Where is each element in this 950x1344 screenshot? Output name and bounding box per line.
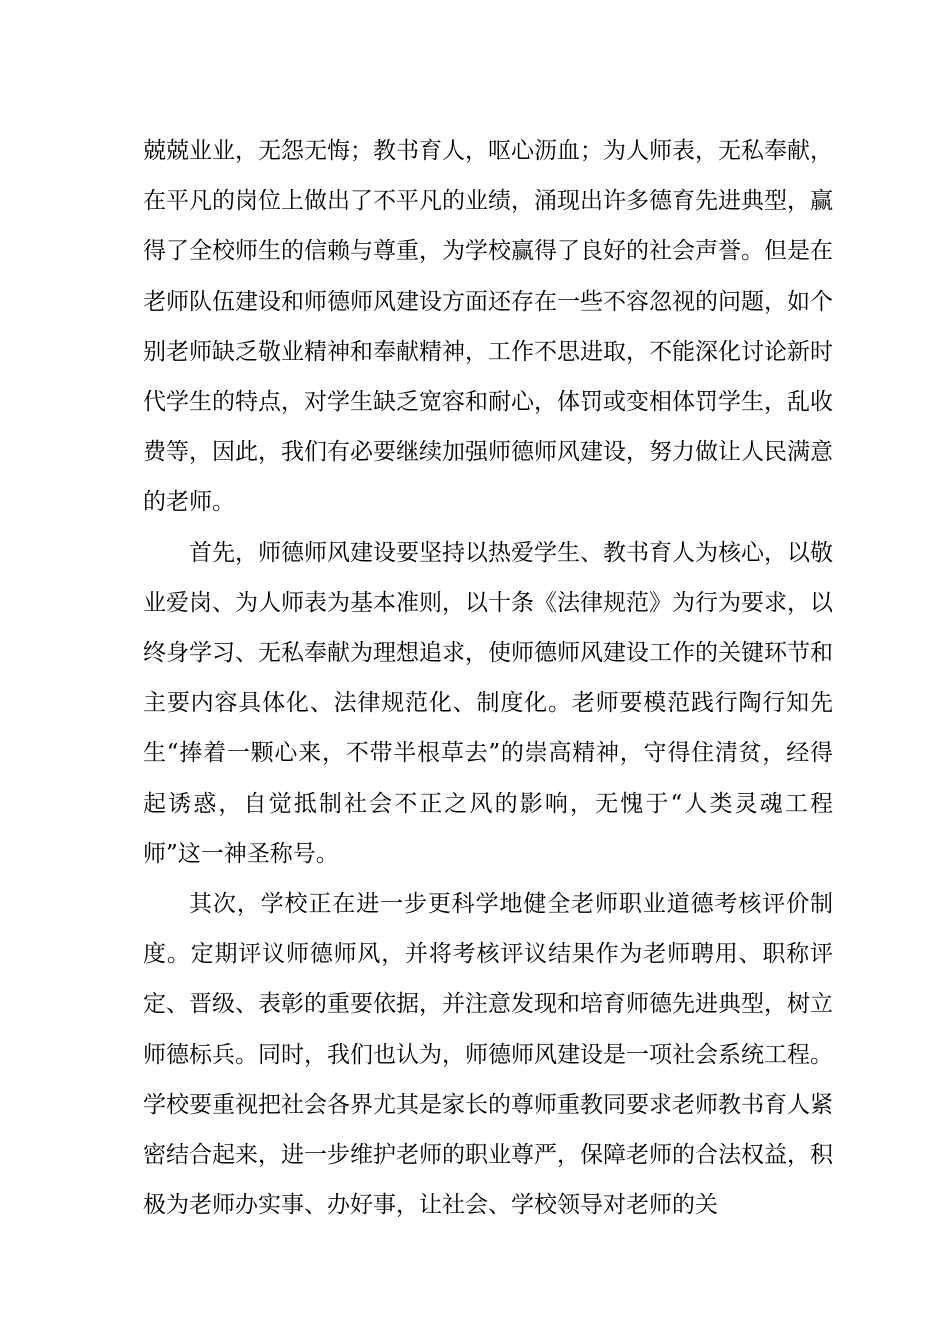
document-body [143,126,833,1230]
paragraph-second-point: 其次，学校正在进一步更科学地健全老师职业道德考核评价制度。定期评议师德师风，并将考核评议结果作为老师聘用、职称评定、晋级、表彰的重要依据，并注意发现和培育师德先进典型，树立师德标兵。同时，我们也认为，师德师风建设是一项社会系统工程。学校要重视把社会各界尤其是家长的尊师重教同要求老师教书育人紧密结合起来，进一步维护老师的职业尊严，保障老师的合法权益，积极为老师办实事、办好事，让社会、学校领导对老师的关 [143,891,833,1219]
paragraph-continued: 兢兢业业，无怨无悔；教书育人，呕心沥血；为人师表，无私奉献，在平凡的岗位上做出了不平凡的业绩，涌现出许多德育先进典型，赢得了全校师生的信赖与尊重，为学校赢得了良好的社会声誉。但是在老师队伍建设和师德师风建设方面还存在一些不容忽视的问题，如个别老师缺乏敬业精神和奉献精神，工作不思进取，不能深化讨论新时代学生的特点，对学生缺乏宽容和耐心，体罚或变相体罚学生，乱收费等，因此，我们有必要继续加强师德师风建设，努力做让人民满意的老师。 [143,138,833,516]
paragraph-first-point: 首先，师德师风建设要坚持以热爱学生、教书育人为核心，以敬业爱岗、为人师表为基本准则，以十条《法律规范》为行为要求，以终身学习、无私奉献为理想追求，使师德师风建设工作的关键环节和主要内容具体化、法律规范化、制度化。老师要模范践行陶行知先生“捧着一颗心来，不带半根草去”的崇高精神，守得住清贫，经得起诱惑，自觉抵制社会不正之风的影响，无愧于“人类灵魂工程师”这一神圣称号。 [143,539,833,867]
